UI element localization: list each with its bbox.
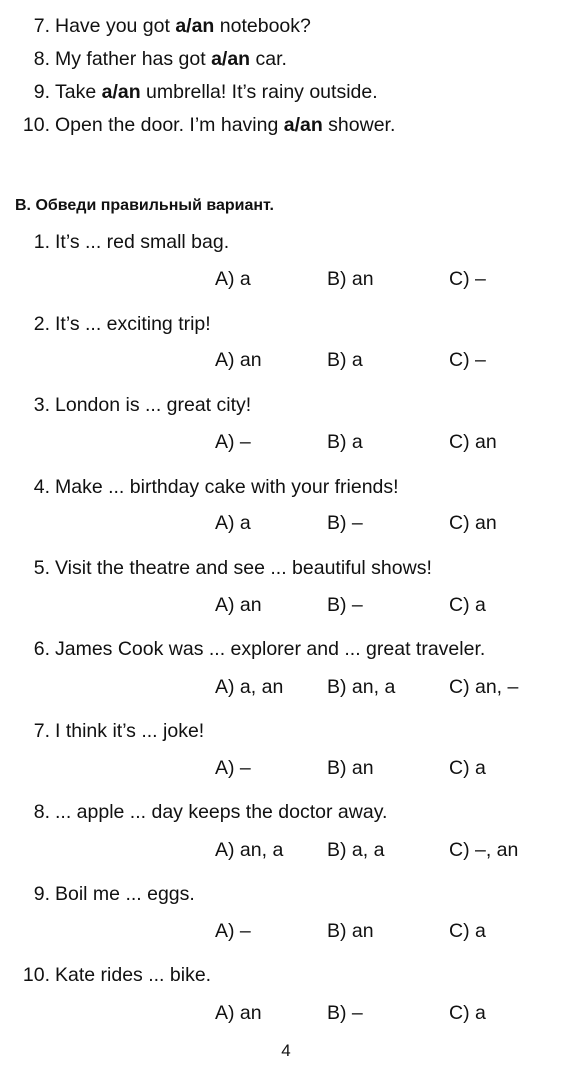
- worksheet-page: 7. Have you got a/an notebook? 8. My father has got a/an car. 9. Take a/an umbrella! It’s rainy outside. 10. Open the door. I’m having a/an shower. B. Обведи правильный вариант. 1. It’s ... red small bag. A) a B) an C) – 2. It’s ... exciting trip! A) an B) a C) – 3. London is ... great city! A) – B) a C) an 4. Make ... birthday cake with your friends! A) a B) – C) an 5. Visit the theatre and see ... beautiful shows! A) an B) – C) a 6. James Cook was ... explorer and ... great traveler. A) a, an B) an, a C) an, – 7. I think it’s ... joke! A) – B) an C) a 8. ... apple ... day keeps the doctor away. A) an, a B) a, a C) –, an 9. Boil me ... eggs. A) – B) an C) a 10. Kate rides ... bike. A) an B) – C) a 4: [0, 0, 572, 1076]
- option-a[interactable]: A) an: [215, 1002, 262, 1024]
- option-a[interactable]: A) –: [215, 920, 251, 942]
- option-a[interactable]: A) an: [215, 594, 262, 616]
- option-a[interactable]: A) a: [215, 268, 251, 290]
- option-b[interactable]: B) a, a: [327, 839, 385, 861]
- option-a[interactable]: A) –: [215, 431, 251, 453]
- option-a[interactable]: A) –: [215, 757, 251, 779]
- option-b[interactable]: B) –: [327, 594, 363, 616]
- option-c[interactable]: C) a: [449, 757, 486, 779]
- option-b[interactable]: B) an, a: [327, 676, 396, 698]
- option-b[interactable]: B) a: [327, 431, 363, 453]
- option-c[interactable]: C) –: [449, 268, 486, 290]
- option-c[interactable]: C) a: [449, 1002, 486, 1024]
- option-b[interactable]: B) an: [327, 268, 374, 290]
- page-number: 4: [281, 1041, 291, 1060]
- option-b[interactable]: B) –: [327, 1002, 363, 1024]
- option-b[interactable]: B) an: [327, 920, 374, 942]
- option-c[interactable]: C) an, –: [449, 676, 519, 698]
- option-a[interactable]: A) a: [215, 512, 251, 534]
- option-c[interactable]: C) a: [449, 920, 486, 942]
- option-c[interactable]: C) a: [449, 594, 486, 616]
- option-c[interactable]: C) an: [449, 512, 497, 534]
- option-a[interactable]: A) an: [215, 349, 262, 371]
- option-b[interactable]: B) a: [327, 349, 363, 371]
- option-b[interactable]: B) an: [327, 757, 374, 779]
- section-b-heading: B. Обведи правильный вариант.: [15, 197, 274, 214]
- option-c[interactable]: C) –: [449, 349, 486, 371]
- option-c[interactable]: C) an: [449, 431, 497, 453]
- option-a[interactable]: A) an, a: [215, 839, 284, 861]
- option-c[interactable]: C) –, an: [449, 839, 519, 861]
- option-b[interactable]: B) –: [327, 512, 363, 534]
- option-a[interactable]: A) a, an: [215, 676, 284, 698]
